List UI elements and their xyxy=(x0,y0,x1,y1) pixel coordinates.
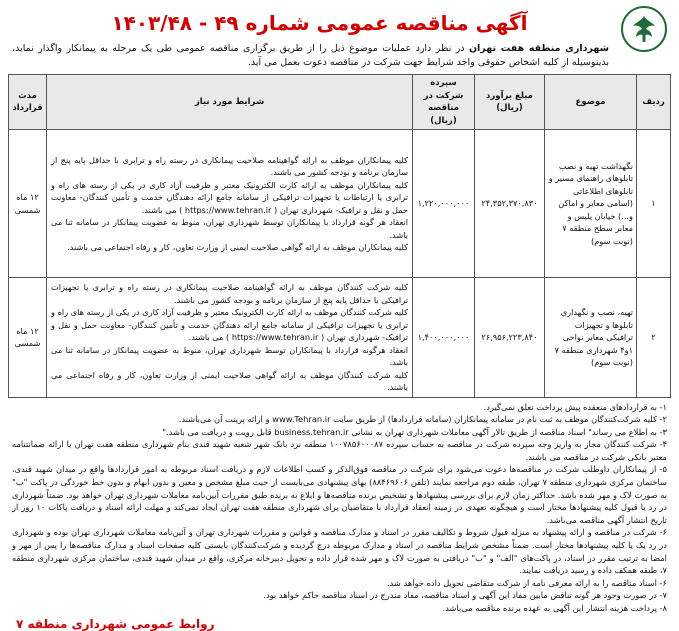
row-estimate: ۲۶,۹۵۶,۲۲۳,۸۴۰ xyxy=(475,278,545,398)
note-item: ۱- به قراردادهای منعقده پیش پرداخت تعلق نمی‌گیرد. xyxy=(483,401,667,412)
row-subject: نگهداشت تهیه و نصب تابلوهای راهنمای مسیر و تابلوهای اطلاعاتی (اسامی معابر و اماکن و...) خیابان پلیس و معابر سطح منطقه ۷ (نوبت سوم) xyxy=(545,130,637,278)
header-subject: موضوع xyxy=(545,75,637,130)
requirement-line: کلیه شرکت کنندگان موظف به ارائه گواهی صلاحیت ایمنی از وزارت تعاون، کار و رفاه اجتماعی می باشند. xyxy=(51,369,408,392)
requirement-line: کلیه پیمانکاران موظف به ارائه گواهینامه صلاحیت پیمانکاری در رسته راه و ترابری با حداقل پایه پنج از سازمان برنامه و بودجه کشور می باشند. xyxy=(51,154,408,177)
table-header-row xyxy=(9,75,671,130)
table-row xyxy=(9,130,671,278)
requirement-line: کلیه پیمانکاران موظف به ارائه گواهی صلاحیت ایمنی از وزارت تعاون، کار و رفاه اجتماعی می باشند. xyxy=(67,242,408,252)
note-item: ۶- اسناد مناقصه را به ارائه معرفی نامه از شرکت متقاضی تحویل داده خواهد شد. xyxy=(386,577,667,588)
header-deposit: سپرده شرکت در مناقصه (ریال) xyxy=(413,75,475,130)
row-number: ۲ xyxy=(637,278,671,398)
row-requirements xyxy=(47,278,413,398)
row-deposit: ۱,۲۲۰,۰۰۰,۰۰۰ xyxy=(413,130,475,278)
notes-list xyxy=(8,401,671,615)
row-duration: ۱۲ ماه شمسی xyxy=(9,278,47,398)
note-item: ۷- در صورت وجود هر گونه تناقض مابین مفاد این آگهی و اسناد مناقصه، مفاد مندرج در اسناد مناقصه حاکم خواهد بود. xyxy=(263,590,667,601)
requirement-line: کلیه شرکت کنندگان موظف به ارائه کارت الکترونیک معتبر و ظرفیت آزاد کاری در یکی از رسته های راه و ترابری یا تجهیزات ترافیکی از سامانه جامع ارائه دهندگان خدمت و تأمین کنندگان- معاونت حمل و نقل و ترافیک- شهرداری تهران ( https://www.tehran.ir ) می باشند. xyxy=(51,307,408,342)
requirement-line: انعقاد هرگونه قرارداد با پیمانکاران توسط شهرداری تهران، منوط به عضویت پیمانکار در سامانه ثنا می باشد. xyxy=(51,344,408,367)
requirement-line: کلیه شرکت کنندگان موظف به ارائه گواهینامه صلاحیت پیمانکاری در رسته راه و ترابری یا تجهیزات ترافیکی با حداقل پایه پنج از سازمان برنامه و بودجه کشور می باشند. xyxy=(51,282,408,305)
header-requirements: شرایط مورد نیاز xyxy=(47,75,413,130)
intro-paragraph xyxy=(12,42,609,70)
footer-signature: روابط عمومی شهرداری منطقه ۷ xyxy=(16,616,215,631)
header-estimate: مبلغ برآورد (ریال) xyxy=(475,75,545,130)
requirement-line: انعقاد هر گونه قرارداد با پیمانکاران توسط شهرداری تهران، منوط به عضویت پیمانکار در سامانه ثنا می باشد. xyxy=(51,217,408,240)
row-requirements xyxy=(47,130,413,278)
requirement-line: کلیه پیمانکاران موظف به ارائه کارت الکترونیک معتبر و ظرفیت آزاد کاری در یکی از رسته های راه و ترابری یا ارتباطات یا تجهیزات ترافیکی از سامانه جامع ارائه دهندگان خدمت و تأمین کنندگان- معاونت حمل و نقل و ترافیک- شهرداری تهران ( https://www.tehran.ir ) می باشند. xyxy=(51,179,408,215)
tehran-municipality-logo-icon xyxy=(621,6,667,52)
note-item: ۶- شرکت در مناقصه و ارائه پیشنهاد به منزله قبول شروط و تکالیف مقرر در اسناد و مدارک مناقصه و قوانین و مقررات شهرداری تهران و آئین‌نامه معاملات شهرداری تهران بوده و شهرداری در رد یک یا کلیه پیشنهادها مختار است. ضمناً مشخص شرایط مناقصه در اسناد و مدارک مربوطه درج گردیده و شرکت‌کنندگان بایستی کلیه صفحات اسناد و مدارک مناقصه‌ها را پس از مهر و امضا به ترتیب مقرر در اسناد، در پاکت‌های "الف" و "ب" دریافتی به صورت لاک و مهر شده قرار داده و تحویل دبیرخانه مرکزی، واقع در میدان شهید قندی، ساختمان مرکزی شهرداری منطقه ۷، طبقه همکف داده و رسید دریافت نمایند. xyxy=(12,527,667,576)
note-item: ۸- پرداخت هزینه انتشار این آگهی به عهده برنده مناقصه می‌باشد. xyxy=(442,603,667,613)
row-estimate: ۲۴,۳۵۲,۳۷۰,۸۳۰ xyxy=(475,130,545,278)
table-row xyxy=(9,278,671,398)
note-item: ۲- کلیه شرکت‌کنندگان موظف به ثبت نام در سامانه پیمانکاران (سامانه قراردادها) از طریق سایت www.Tehran.ir و ارائه پرینت آن می‌باشند. xyxy=(178,414,667,425)
page-title: آگهی مناقصه عمومی شماره ۴۹ - ۱۴۰۳/۴۸ xyxy=(111,11,528,35)
note-item: ۳- به اطلاع می رساند" اسناد مناقصه از طریق تالار آگهی معاملات شهرداری تهران به نشانی business.tehran.ir قابل رویت و دریافت می باشد." xyxy=(162,426,667,437)
note-item: ۴- شرکت کنندگان مجاز به واریز وجه سپرده شرکت در مناقصه به حساب سپرده ۱۰۰۷۸۵۶۰۰۰۸۷ منطقه نزد بانک شهر شعبه شهید قندی بنام شهرداری منطقه هفت تهران یا ارائه ضمانتنامه معتبر بانکی شرکت در مناقصه می باشند. xyxy=(12,439,667,462)
header-row-number: ردیف xyxy=(637,75,671,130)
header-duration: مدت قرارداد xyxy=(9,75,47,130)
row-duration: ۱۲ ماه شمسی xyxy=(9,130,47,278)
intro-organization: شهرداری منطقه هفت تهران xyxy=(468,43,609,54)
tender-table xyxy=(8,74,671,398)
row-deposit: ۱,۴۰۰,۰۰۰,۰۰۰ xyxy=(413,278,475,398)
note-item: ۵- از پیمانکاران داوطلب شرکت در مناقصه‌ها دعوت می‌شود برای شرکت در مناقصه فوق‌الذکر و کسب اطلاعات لازم و دریافت اسناد مربوطه به امور قراردادها واقع در میدان شهید قندی، ساختمان مرکزی شهرداری منطقه ۷ تهران، طبقه دوم مراجعه نمایند (تلفن ۸۸۴۶۹۶۰۶) بهای پیشنهادی می‌بایست از حیث مبلغ مشخص و معین و بدون ابهام و بدون خط خوردگی در پاکت "ب" به صورت لاک و مهر شده باشد. حداکثر زمان لازم برای بررسی پیشنهادها و تشخیص برنده مناقصه‌ها و ابلاغ به برنده طبق مقررات آیین‌نامه معاملات شهرداری تهران خواهد بود. ضمناً شهرداری در رد یا قبول کلیه پیشنهادها مختار است و هیچگونه تعهدی در زمینه انعقاد قرارداد با متقاضیان برای شهرداری منطقه هفت تهران ایجاد نمی‌کند و مهلت ارائه اسناد و دریافت پاکات ۱۰ روز از تاریخ انتشار آگهی مناقصه می‌باشد. xyxy=(12,464,668,525)
intro-text: در نظر دارد عملیات موضوع ذیل را از طریق برگزاری مناقصه عمومی طی یک مرحله به پیمانکار واگذار نماید، بدینوسیله از کلیه اشخاص حقوقی واجد شرایط جهت شرکت در مناقصه دعوت بعمل می آید. xyxy=(12,43,609,68)
row-subject: تهیه، نصب و نگهداری تابلوها و تجهیزات ترافیکی معابر نواحی ۱و۴ شهرداری منطقه ۷ (نوبت سوم) xyxy=(545,278,637,398)
row-number: ۱ xyxy=(637,130,671,278)
